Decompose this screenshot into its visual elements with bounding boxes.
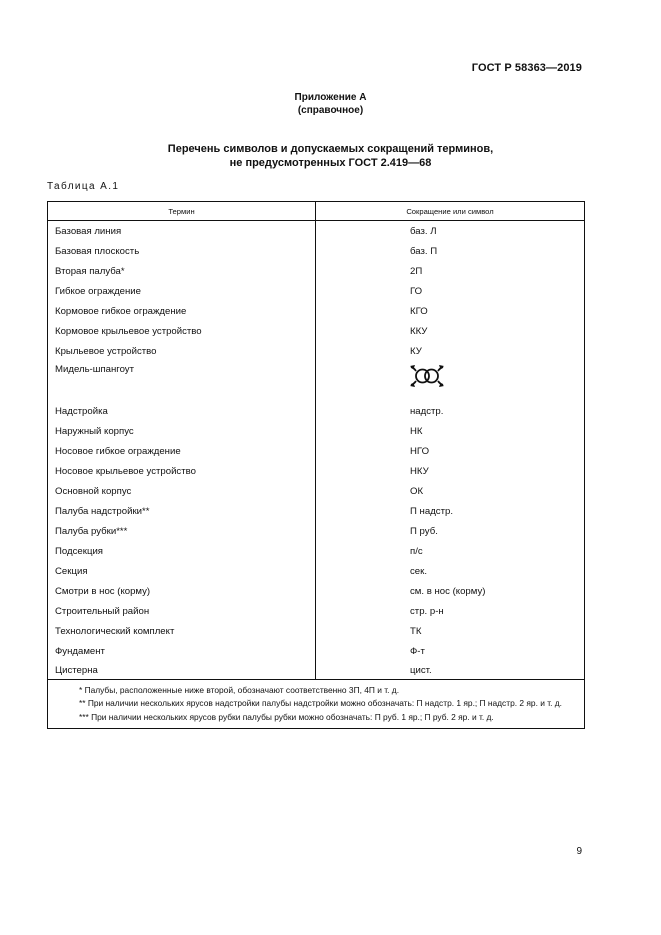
- table-row: [48, 621, 585, 641]
- term-cell: Палуба рубки***: [48, 521, 316, 541]
- term-cell: Смотри в нос (корму): [48, 581, 316, 601]
- table-row: [48, 221, 585, 242]
- table-row: [48, 561, 585, 581]
- term-cell: Строительный район: [48, 601, 316, 621]
- term-cell: Базовая плоскость: [48, 241, 316, 261]
- abbr-cell: см. в нос (корму): [316, 581, 585, 601]
- table-row: [48, 361, 585, 401]
- term-cell: Вторая палуба*: [48, 261, 316, 281]
- term-cell: Цистерна: [48, 661, 316, 680]
- table-row: [48, 261, 585, 281]
- table-row: [48, 301, 585, 321]
- abbr-cell: П надстр.: [316, 501, 585, 521]
- abbr-cell: НКУ: [316, 461, 585, 481]
- abbreviations-table: [47, 201, 585, 729]
- footnote: *** При наличии нескольких ярусов рубки палубы рубки можно обозначать: П руб. 1 яр.; П руб. 2 яр. и т. д.: [79, 711, 494, 722]
- abbr-cell: 2П: [316, 261, 585, 281]
- abbr-cell: [316, 361, 585, 401]
- column-header-term: Термин: [48, 202, 316, 221]
- table-row: [48, 521, 585, 541]
- term-cell: Носовое гибкое ограждение: [48, 441, 316, 461]
- table-header-row: [48, 202, 585, 221]
- abbr-cell: сек.: [316, 561, 585, 581]
- table-row: [48, 501, 585, 521]
- abbr-cell: стр. р-н: [316, 601, 585, 621]
- table-row: [48, 461, 585, 481]
- table-row: [48, 241, 585, 261]
- footnote: * Палубы, расположенные ниже второй, обозначают соответственно 3П, 4П и т. д.: [79, 685, 400, 695]
- standard-designation: ГОСТ Р 58363—2019: [471, 62, 582, 74]
- abbr-cell: НГО: [316, 441, 585, 461]
- abbr-cell: баз. П: [316, 241, 585, 261]
- list-title-line-2: не предусмотренных ГОСТ 2.419—68: [229, 157, 432, 169]
- term-cell: Гибкое ограждение: [48, 281, 316, 301]
- abbr-cell: баз. Л: [316, 221, 585, 242]
- table-row: [48, 421, 585, 441]
- abbr-cell: п/с: [316, 541, 585, 561]
- term-cell: Носовое крыльевое устройство: [48, 461, 316, 481]
- list-title: [0, 142, 661, 170]
- term-cell: Кормовое крыльевое устройство: [48, 321, 316, 341]
- abbr-cell: цист.: [316, 661, 585, 680]
- abbr-cell: ККУ: [316, 321, 585, 341]
- table-caption: Таблица А.1: [47, 181, 120, 192]
- table-row: [48, 581, 585, 601]
- table-row: [48, 281, 585, 301]
- term-cell: Технологический комплект: [48, 621, 316, 641]
- table-row: [48, 661, 585, 680]
- list-title-line-1: Перечень символов и допускаемых сокращений терминов,: [167, 143, 494, 155]
- annex-subtitle: (справочное): [297, 105, 364, 116]
- term-cell: Секция: [48, 561, 316, 581]
- table-row: [48, 481, 585, 501]
- abbr-cell: КГО: [316, 301, 585, 321]
- column-header-abbr: Сокращение или символ: [316, 202, 585, 221]
- abbr-cell: ОК: [316, 481, 585, 501]
- term-cell: Кормовое гибкое ограждение: [48, 301, 316, 321]
- page-number: 9: [576, 846, 582, 857]
- midship-frame-symbol-icon: [410, 364, 444, 388]
- term-cell: Мидель-шпангоут: [48, 361, 316, 401]
- term-cell: Надстройка: [48, 401, 316, 421]
- term-cell: Наружный корпус: [48, 421, 316, 441]
- term-cell: Крыльевое устройство: [48, 341, 316, 361]
- abbr-cell: ТК: [316, 621, 585, 641]
- table-notes: [48, 680, 585, 729]
- table-row: [48, 541, 585, 561]
- table-row: [48, 341, 585, 361]
- abbr-cell: НК: [316, 421, 585, 441]
- term-cell: Базовая линия: [48, 221, 316, 242]
- table-notes-row: [48, 680, 585, 729]
- term-cell: Основной корпус: [48, 481, 316, 501]
- term-cell: Палуба надстройки**: [48, 501, 316, 521]
- term-cell: Фундамент: [48, 641, 316, 661]
- abbr-cell: Ф-т: [316, 641, 585, 661]
- table-row: [48, 641, 585, 661]
- table-row: [48, 441, 585, 461]
- abbr-cell: ГО: [316, 281, 585, 301]
- abbr-cell: КУ: [316, 341, 585, 361]
- annex-title: Приложение А: [294, 92, 367, 103]
- abbr-cell: надстр.: [316, 401, 585, 421]
- footnote: ** При наличии нескольких ярусов надстройки палубы надстройки можно обозначать: П надстр. 1 яр.; П надстр. 2 яр. и т. д.: [79, 698, 563, 709]
- table-row: [48, 601, 585, 621]
- abbr-cell: П руб.: [316, 521, 585, 541]
- table-row: [48, 401, 585, 421]
- term-cell: Подсекция: [48, 541, 316, 561]
- table-row: [48, 321, 585, 341]
